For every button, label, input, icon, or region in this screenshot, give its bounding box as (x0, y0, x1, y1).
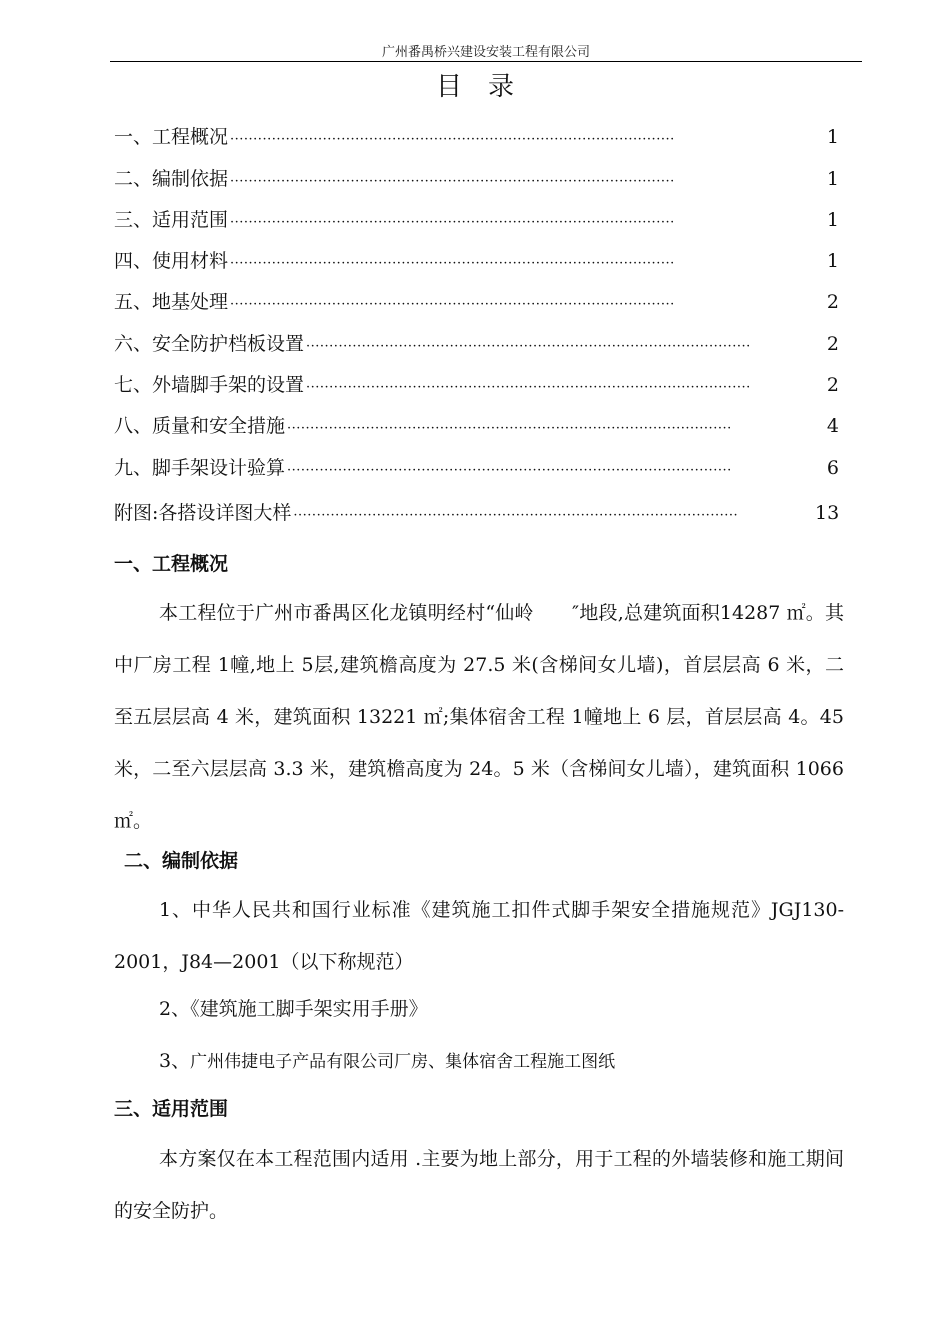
toc-entry-page: 6 (826, 457, 839, 479)
toc-entry-label: 附图:各搭设详图大样 (114, 502, 292, 524)
overview-paragraph: 本工程位于广州市番禺区化龙镇明经村“仙岭 ″地段,总建筑面积14287 ㎡。其中厂房工程 1幢,地上 5层,建筑檐高度为 27.5 米(含梯间女儿墙)，首层层高 6 米，二至五层层高 4 米，建筑面积 13221 ㎡;集体宿舍工程 1幢地上 6 层，首层层高 4。45 米，二至六层层高 3.3 米，建筑檐高度为 24。5 米（含梯间女儿墙），建筑面积 1066 ㎡。 (114, 602, 844, 832)
basis-item-1: 1、中华人民共和国行业标准《建筑施工扣件式脚手架安全措施规范》JGJ130-2001，J84—2001（以下称规范） (114, 899, 844, 973)
toc-entry[interactable] (114, 372, 839, 398)
toc-entry-page: 1 (826, 168, 839, 190)
toc-entry[interactable] (114, 248, 839, 274)
basis-item-3 (159, 1048, 615, 1075)
section-heading-scope: 三、适用范围 (114, 1098, 229, 1120)
toc-entry[interactable] (114, 289, 839, 315)
basis-item-3-number: 3、 (159, 1050, 191, 1072)
toc-leader-dots: ································································································ (230, 256, 675, 271)
toc-entry[interactable] (114, 124, 839, 150)
toc-leader-dots: ································································································ (230, 132, 675, 147)
toc-entry-page: 1 (826, 250, 839, 272)
scope-paragraph: 本方案仅在本工程范围内适用 .主要为地上部分，用于工程的外墙装修和施工期间的安全防护。 (114, 1148, 844, 1222)
toc-leader-dots: ································································································ (230, 174, 675, 189)
toc-entry-label: 八、质量和安全措施 (114, 415, 286, 437)
toc-entry-page: 1 (826, 126, 839, 148)
header-divider (110, 61, 862, 62)
section-heading-overview: 一、工程概况 (114, 553, 229, 575)
toc-leader-dots: ································································································ (306, 380, 751, 395)
toc-entry-page: 13 (815, 502, 840, 524)
basis-item-3-text: 广州伟捷电子产品有限公司厂房、集体宿舍工程施工图纸 (190, 1052, 616, 1072)
toc-entry-label: 七、外墙脚手架的设置 (114, 374, 305, 396)
toc-leader-dots: ································································································ (306, 339, 751, 354)
section-heading-basis: 二、编制依据 (124, 850, 239, 872)
toc-entry-label: 五、地基处理 (114, 291, 229, 313)
toc-leader-dots: ································································································ (287, 421, 732, 436)
toc-entry-label: 二、编制依据 (114, 168, 229, 190)
page-header-company: 广州番禺桥兴建设安装工程有限公司 (381, 45, 590, 60)
toc-entry-label: 四、使用材料 (114, 250, 229, 272)
toc-entry-label: 三、适用范围 (114, 209, 229, 231)
toc-leader-dots: ································································································ (293, 508, 739, 523)
toc-entry-page: 2 (826, 333, 839, 355)
toc-entry[interactable] (114, 455, 839, 481)
toc-entry-label: 六、安全防护档板设置 (114, 333, 305, 355)
toc-leader-dots: ································································································ (230, 297, 675, 312)
toc-entry-page: 2 (826, 291, 839, 313)
toc-title: 目录 (435, 72, 540, 102)
toc-entry-label: 九、脚手架设计验算 (114, 457, 286, 479)
toc-entry[interactable] (114, 500, 839, 526)
toc-entry-page: 2 (826, 374, 839, 396)
basis-item-2: 2、《建筑施工脚手架实用手册》 (159, 998, 428, 1020)
toc-entry[interactable] (114, 331, 839, 357)
toc-entry[interactable] (114, 413, 839, 439)
toc-entry[interactable] (114, 207, 839, 233)
toc-leader-dots: ································································································ (230, 215, 675, 230)
toc-entry-page: 4 (826, 415, 839, 437)
toc-entry-label: 一、工程概况 (114, 126, 229, 148)
toc-leader-dots: ································································································ (287, 463, 732, 478)
toc-entry[interactable] (114, 166, 839, 192)
toc-entry-page: 1 (826, 209, 839, 231)
